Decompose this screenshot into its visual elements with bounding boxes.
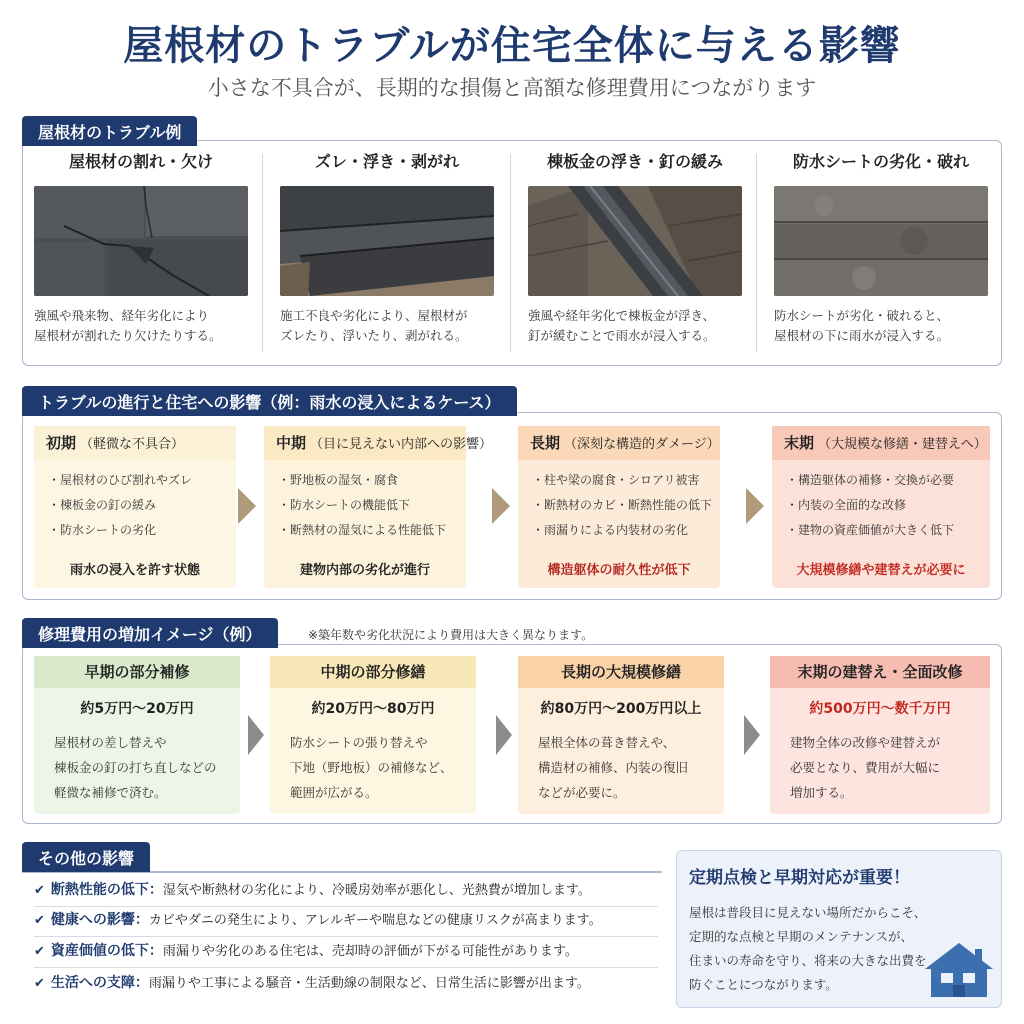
cost-desc-line: 軽微な補修で済む。	[54, 785, 167, 800]
cost-desc-line: 屋根材の差し替えや	[54, 735, 167, 750]
stage-point: ・防水シートの劣化	[48, 523, 157, 537]
stage-point: ・構造躯体の補修・交換が必要	[786, 473, 955, 487]
example-title: 防水シートの劣化・破れ	[792, 152, 969, 171]
impact-item	[34, 906, 658, 934]
impact-text: 雨漏りや工事による騒音・生活動線の制限など、日常生活に影響が出ます。	[148, 976, 590, 991]
other-heading: その他の影響	[22, 842, 150, 872]
impact-text: 雨漏りや劣化のある住宅は、売却時の評価が下がる可能性があります。	[162, 944, 578, 959]
impact-text: 湿気や断熱材の劣化により、冷暖房効率が悪化し、光熱費が増加します。	[162, 883, 591, 898]
stage-long	[518, 426, 720, 588]
stage-header	[264, 426, 493, 460]
stage-header	[34, 426, 236, 460]
check-icon: ✔	[34, 883, 45, 898]
cracked-shingle-photo	[34, 186, 248, 296]
tip-line: 定期的な点検と早期のメンテナンスが、	[689, 929, 914, 944]
shifted-shingle-photo	[280, 186, 494, 296]
examples-heading: 屋根材のトラブル例	[22, 116, 197, 146]
example-desc-line2: 屋根材の下に雨水が浸入する。	[774, 328, 950, 343]
stage-point: ・雨漏りによる内装材の劣化	[532, 523, 689, 537]
stage-point: ・野地板の湿気・腐食	[278, 473, 399, 487]
stage-header	[518, 426, 720, 460]
example-card-crack	[18, 146, 264, 356]
example-title: ズレ・浮き・剥がれ	[314, 152, 459, 171]
arrow-right-icon	[248, 715, 264, 755]
cost-amount: 約5万円〜20万円	[80, 701, 194, 717]
example-desc-line1: 強風や経年劣化で棟板金が浮き、	[528, 308, 716, 323]
cost-desc-line: 範囲が広がる。	[290, 785, 378, 800]
example-desc-line2: 釘が緩むことで雨水が浸入する。	[528, 328, 716, 343]
cost-title: 長期の大規模修繕	[518, 656, 724, 688]
stage-point: ・棟板金の釘の緩み	[48, 498, 157, 512]
arrow-right-icon	[496, 715, 512, 755]
check-icon: ✔	[34, 913, 45, 928]
stage-point: ・断熱材の湿気による性能低下	[278, 523, 447, 537]
cost-title: 中期の部分修繕	[270, 656, 476, 688]
stage-point: ・建物の資産価値が大きく低下	[786, 523, 955, 537]
impact-text: カビやダニの発生により、アレルギーや喘息などの健康リスクが高まります。	[148, 913, 602, 928]
example-desc-line2: 屋根材が割れたり欠けたりする。	[34, 328, 222, 343]
stage-footer: 構造躯体の耐久性が低下	[547, 563, 691, 578]
stage-name: 長期	[530, 434, 561, 452]
divider	[756, 154, 757, 352]
cost-desc-line: 増加する。	[790, 785, 853, 800]
stage-subtitle: （深刻な構造的ダメージ）	[564, 437, 720, 452]
stage-name: 初期	[46, 434, 77, 452]
cost-card-early	[34, 656, 240, 814]
cost-card-mid	[270, 656, 476, 814]
cost-title: 末期の建替え・全面改修	[770, 656, 990, 688]
cost-desc-line: 棟板金の釘の打ち直しなどの	[54, 760, 217, 775]
impact-item	[34, 937, 658, 965]
stage-subtitle: （軽微な不具合）	[80, 437, 185, 452]
ridge-flashing-photo	[528, 186, 742, 296]
stage-point: ・防水シートの機能低下	[278, 498, 411, 512]
example-card-shift	[264, 146, 510, 356]
example-desc-line1: 防水シートが劣化・破れると、	[774, 308, 950, 323]
cost-desc-line: 建物全体の改修や建替えが	[790, 735, 941, 750]
impact-label: 断熱性能の低下：	[50, 882, 163, 898]
cost-card-long	[518, 656, 724, 814]
page-subtitle: 小さな不具合が、長期的な損傷と高額な修理費用につながります	[207, 76, 817, 100]
costs-note: ※築年数や劣化状況により費用は大きく異なります。	[308, 628, 594, 642]
tip-title: 定期点検と早期対応が重要！	[689, 868, 910, 888]
cost-amount	[518, 698, 724, 718]
stage-header	[772, 426, 990, 460]
progression-heading: トラブルの進行と住宅への影響（例：雨水の浸入によるケース）	[22, 386, 517, 416]
cost-desc-line: 下地（野地板）の補修など、	[290, 760, 453, 775]
stage-footer: 大規模修繕や建替えが必要に	[796, 563, 966, 578]
example-title: 棟板金の浮き・釘の緩み	[546, 152, 723, 171]
arrow-right-icon	[744, 715, 760, 755]
impact-label: 資産価値の低下：	[50, 943, 163, 959]
tip-line: 屋根は普段目に見えない場所だからこそ、	[689, 905, 927, 920]
stage-mid	[264, 426, 493, 588]
cost-title: 早期の部分補修	[34, 656, 240, 688]
arrow-right-icon	[746, 488, 764, 524]
stage-subtitle: （目に見えない内部への影響）	[310, 437, 493, 452]
stage-subtitle: （大規模な修繕・建替えへ）	[818, 437, 987, 452]
arrow-right-icon	[492, 488, 510, 524]
cost-desc-line: 必要となり、費用が大幅に	[790, 760, 941, 775]
page-title: 屋根材のトラブルが住宅全体に与える影響	[123, 23, 901, 69]
cost-amount: 約500万円〜数千万円	[809, 701, 951, 717]
check-icon: ✔	[34, 944, 45, 959]
tip-line: 防ぐことにつながります。	[689, 977, 838, 992]
stage-point: ・内装の全面的な改修	[786, 498, 907, 512]
cost-amount: 約20万円〜80万円	[311, 701, 435, 717]
stage-point: ・屋根材のひび割れやズレ	[48, 473, 193, 487]
impact-label: 生活への支障：	[50, 975, 149, 991]
arrow-right-icon	[238, 488, 256, 524]
cost-desc-line: 屋根全体の葺き替えや、	[538, 735, 676, 750]
cost-desc-line: 構造材の補修、内装の復旧	[538, 760, 689, 775]
costs-heading: 修理費用の増加イメージ（例）	[22, 618, 278, 648]
tip-line: 住まいの寿命を守り、将来の大きな出費を	[689, 953, 927, 968]
example-desc-line2: ズレたり、浮いたり、剥がれる。	[280, 328, 468, 343]
house-icon	[923, 939, 995, 1003]
cost-desc-line: 防水シートの張り替えや	[290, 735, 428, 750]
check-icon: ✔	[34, 976, 45, 991]
cost-desc-line: などが必要に。	[538, 785, 626, 800]
impact-label: 健康への影響：	[50, 912, 149, 928]
stage-name: 中期	[276, 434, 307, 452]
impact-item	[34, 969, 658, 997]
stage-footer: 雨水の浸入を許す状態	[69, 563, 200, 578]
stage-point: ・柱や梁の腐食・シロアリ被害	[532, 473, 700, 487]
stage-footer: 建物内部の劣化が進行	[299, 563, 430, 578]
stage-initial	[34, 426, 236, 588]
cost-card-final	[770, 656, 990, 814]
impact-item	[34, 876, 658, 904]
example-desc-line1: 施工不良や劣化により、屋根材が	[280, 308, 468, 323]
tip-box	[676, 850, 1002, 1008]
example-card-ridge	[512, 146, 758, 356]
divider	[262, 154, 263, 352]
example-card-sheet	[758, 146, 1004, 356]
stage-final	[772, 426, 990, 588]
stage-name: 末期	[784, 434, 815, 452]
waterproof-sheet-photo	[774, 186, 988, 296]
example-desc-line1: 強風や飛来物、経年劣化により	[34, 308, 210, 323]
cost-amount-text: 約80万円〜200万円以上	[540, 701, 702, 717]
example-title: 屋根材の割れ・欠け	[68, 152, 213, 171]
divider	[34, 967, 658, 968]
stage-point: ・断熱材のカビ・断熱性能の低下	[532, 498, 713, 512]
divider	[510, 154, 511, 352]
